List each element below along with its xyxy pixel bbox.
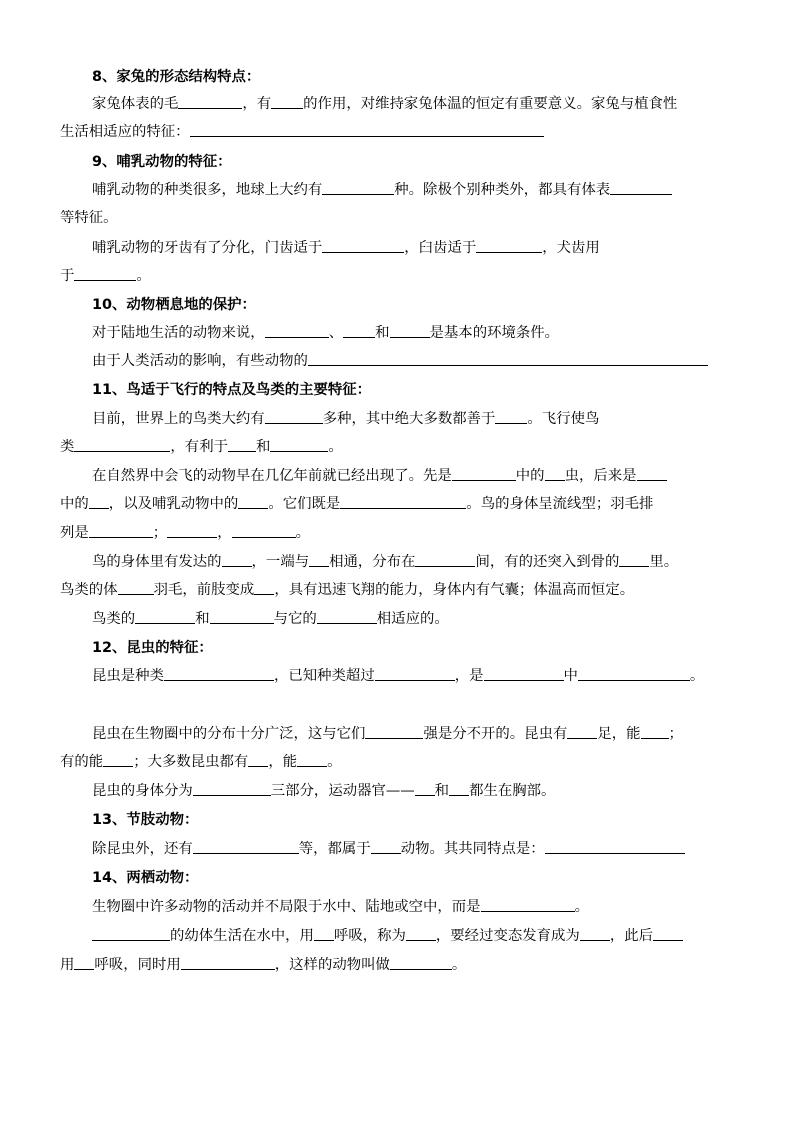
text: 。 [136, 268, 151, 284]
section-14-line-3 [60, 955, 466, 975]
text: 用 [60, 957, 75, 973]
blank[interactable] [297, 752, 327, 767]
blank[interactable] [89, 523, 153, 538]
text: 的作用，对维持家兔体温的恒定有重要意义。家兔与植食性 [303, 96, 678, 112]
text: 与它的 [273, 611, 317, 627]
blank[interactable] [248, 752, 268, 767]
text: 呼吸，同时用 [94, 957, 181, 973]
text: 动物。其共同特点是： [400, 841, 545, 857]
text: 羽毛，前肢变成 [153, 582, 255, 598]
text: 。飞行使鸟 [527, 411, 600, 427]
text: 昆虫在生物圈中的分布十分广泛，这与它们 [92, 726, 366, 742]
section-12-line-1 [92, 666, 704, 686]
text: 。 [574, 899, 589, 915]
blank[interactable] [567, 724, 597, 739]
blank[interactable] [308, 351, 708, 366]
text: 种。除极个别种类外，都具有体表 [394, 182, 611, 198]
text: 目前，世界上的鸟类大约有 [92, 411, 265, 427]
blank[interactable] [222, 552, 252, 567]
text: ，这样的动物叫做 [274, 957, 390, 973]
section-11-line-5 [60, 523, 310, 543]
section-12-line-3 [60, 752, 342, 772]
text: 。 [327, 754, 342, 770]
text: 间，有的还突入到骨的 [475, 554, 620, 570]
text: 家兔体表的毛 [92, 96, 179, 112]
blank[interactable] [415, 781, 435, 796]
blank[interactable] [89, 494, 109, 509]
text: 和 [434, 783, 450, 799]
blank[interactable] [232, 523, 296, 538]
blank[interactable] [271, 94, 303, 109]
section-9-line-3 [92, 238, 600, 258]
text: 、 [328, 325, 344, 341]
section-8-heading: 8、家兔的形态结构特点： [92, 69, 261, 85]
text: 昆虫是种类 [92, 668, 164, 684]
text: 多种，其中绝大多数都善于 [322, 411, 496, 427]
blank[interactable] [578, 666, 690, 681]
blank[interactable] [452, 466, 516, 481]
text: 。 [328, 439, 343, 455]
blank[interactable] [309, 552, 329, 567]
text: ；大多数昆虫都有 [133, 754, 249, 770]
text: 除昆虫外，还有 [92, 841, 193, 857]
text: 于 [60, 268, 75, 284]
blank[interactable] [610, 180, 672, 195]
text: 在自然界中会飞的动物早在几亿年前就已经出现了。先是 [92, 468, 452, 484]
blank[interactable] [484, 666, 564, 681]
blank[interactable] [322, 238, 404, 253]
text: 和 [375, 325, 390, 341]
text: 相适应的。 [376, 611, 449, 627]
text: ； [152, 525, 168, 541]
text: ，此后 [609, 928, 653, 944]
text: 足，能 [597, 726, 641, 742]
blank[interactable] [314, 926, 334, 941]
section-13-line-1 [92, 839, 685, 859]
section-14-heading: 14、两栖动物： [92, 870, 199, 886]
text: 中的 [60, 496, 89, 512]
text: ， [217, 525, 232, 541]
text: ，有 [242, 96, 272, 112]
text: ，能 [268, 754, 298, 770]
blank[interactable] [181, 955, 275, 970]
blank[interactable] [238, 494, 268, 509]
blank[interactable] [74, 955, 94, 970]
text: 。 [689, 668, 705, 684]
text: 鸟类的 [92, 611, 136, 627]
text: 中 [563, 668, 578, 684]
blank[interactable] [193, 781, 271, 796]
blank[interactable] [164, 666, 274, 681]
blank[interactable] [481, 897, 575, 912]
text: 的幼体生活在水中，用 [170, 928, 314, 944]
blank[interactable] [118, 580, 154, 595]
blank[interactable] [254, 580, 274, 595]
blank[interactable] [545, 466, 565, 481]
section-9-line-2: 等特征。 [60, 210, 118, 226]
blank[interactable] [545, 839, 685, 854]
text: ，以及哺乳动物中的 [108, 496, 239, 512]
text: 里。 [649, 554, 679, 570]
text: 生活相适应的特征： [60, 124, 190, 140]
blank[interactable] [390, 955, 452, 970]
blank[interactable] [415, 552, 475, 567]
text: 哺乳动物的牙齿有了分化，门齿适于 [92, 240, 323, 256]
text: ，具有迅速飞翔的能力，身体内有气囊；体温高而恒定。 [274, 582, 635, 598]
blank[interactable] [228, 437, 256, 452]
text: 相通，分布在 [329, 554, 416, 570]
text: 由于人类活动的影响，有些动物的 [92, 353, 308, 369]
text: 对于陆地生活的动物来说， [92, 325, 265, 341]
text: 哺乳动物的种类很多，地球上大约有 [92, 182, 323, 198]
blank[interactable] [449, 781, 469, 796]
text: 列是 [60, 525, 89, 541]
blank[interactable] [135, 609, 195, 624]
blank[interactable] [390, 323, 430, 338]
blank[interactable] [92, 926, 170, 941]
text: 鸟类的体 [60, 582, 118, 598]
blank[interactable] [580, 926, 610, 941]
section-12-line-2 [92, 724, 683, 744]
blank[interactable] [103, 752, 133, 767]
text: 都生在胸部。 [469, 783, 556, 799]
blank[interactable] [365, 724, 423, 739]
section-9-heading: 9、哺乳动物的特征： [92, 154, 232, 170]
blank[interactable] [619, 552, 649, 567]
section-10-heading: 10、动物栖息地的保护： [92, 297, 256, 313]
text: ，要经过变态发育成为 [435, 928, 580, 944]
section-8-line-1 [92, 94, 677, 114]
text: 中的 [515, 468, 545, 484]
section-11-line-7 [60, 580, 634, 600]
section-9-line-1 [92, 180, 672, 200]
text: 昆虫的身体分为 [92, 783, 193, 799]
section-11-line-2 [60, 437, 343, 457]
text: 有的能 [60, 754, 104, 770]
blank[interactable] [270, 437, 328, 452]
text: 和 [195, 611, 210, 627]
text: 类 [60, 439, 75, 455]
section-10-line-2 [92, 351, 708, 371]
text: 。 [295, 525, 311, 541]
blank[interactable] [265, 323, 329, 338]
blank[interactable] [653, 926, 683, 941]
section-11-heading: 11、鸟适于飞行的特点及鸟类的主要特征： [92, 382, 372, 398]
text: ； [668, 726, 683, 742]
blank[interactable] [343, 323, 375, 338]
text: 虫，后来是 [564, 468, 637, 484]
text: 是基本的环境条件。 [429, 325, 560, 341]
text: 呼吸，称为 [333, 928, 406, 944]
text: ，一端与 [251, 554, 310, 570]
section-11-line-1 [92, 409, 599, 429]
section-11-line-4 [60, 494, 653, 514]
blank[interactable] [371, 839, 401, 854]
text: 鸟的身体里有发达的 [92, 554, 222, 570]
blank[interactable] [375, 666, 455, 681]
text: 。 [451, 957, 467, 973]
text: 生物圈中许多动物的活动并不局限于水中、陆地或空中，而是 [92, 899, 481, 915]
text: ，有利于 [170, 439, 228, 455]
text: 。鸟的身体呈流线型；羽毛排 [466, 496, 654, 512]
text: 强是分不开的。昆虫有 [423, 726, 568, 742]
blank[interactable] [178, 94, 242, 109]
section-14-line-1 [92, 897, 589, 917]
section-12-line-4 [92, 781, 555, 801]
blank[interactable] [476, 238, 542, 253]
blank[interactable] [167, 523, 217, 538]
blank[interactable] [74, 437, 170, 452]
section-10-line-1 [92, 323, 559, 343]
text: ，犬齿用 [542, 240, 600, 256]
section-12-heading: 12、昆虫的特征： [92, 640, 213, 656]
text: ，是 [454, 668, 484, 684]
blank[interactable] [74, 266, 136, 281]
blank[interactable] [190, 122, 544, 137]
blank[interactable] [265, 409, 323, 424]
text: 。它们既是 [268, 496, 341, 512]
section-13-heading: 13、节肢动物： [92, 812, 199, 828]
blank[interactable] [322, 180, 394, 195]
blank[interactable] [637, 466, 667, 481]
section-11-line-6 [92, 552, 678, 572]
section-8-line-2 [60, 122, 544, 142]
text: 等，都属于 [298, 841, 371, 857]
section-14-line-2 [92, 926, 683, 946]
blank[interactable] [317, 609, 377, 624]
blank[interactable] [210, 609, 274, 624]
section-11-line-3 [92, 466, 667, 486]
text: 三部分，运动器官—— [270, 783, 415, 799]
blank[interactable] [495, 409, 527, 424]
section-11-line-8 [92, 609, 449, 629]
text: 和 [255, 439, 271, 455]
blank[interactable] [641, 724, 669, 739]
text: ，臼齿适于 [404, 240, 477, 256]
text: ，已知种类超过 [273, 668, 375, 684]
blank[interactable] [193, 839, 299, 854]
section-9-line-4 [60, 266, 151, 286]
blank[interactable] [340, 494, 466, 509]
blank[interactable] [406, 926, 436, 941]
